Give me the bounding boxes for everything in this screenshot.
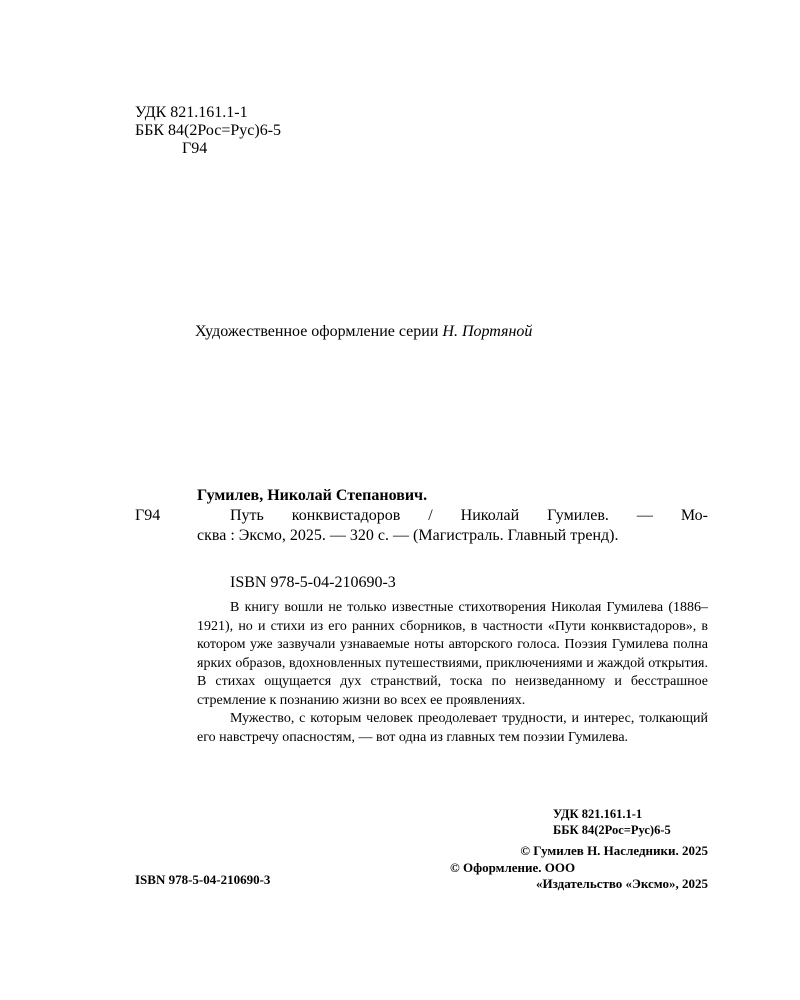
annotation-paragraph-1: В книгу вошли не только известные стихотворения Николая Гумилева (1886–1921), но и стихи из его ранних сборников, в частности «Пути конквистадоров», в котором уже зазвучали узнаваемые ноты авторского голоса. Поэзия Гумилева полна ярких образов, вдохновленных путешествиями, приключениями и жаждой открытия. В стихах ощущается дух странствий, тоска по неизведанному и бесстрашное стремление к познанию жизни во всех ее проявлениях. — [197, 600, 708, 708]
card-entry-rest: сква : Эксмо, 2025. — 320 с. — (Магистраль. Главный тренд). — [197, 527, 619, 544]
card-author: Гумилев, Николай Степанович. — [197, 487, 428, 504]
udk-code: УДК 821.161.1-1 — [135, 104, 248, 121]
copyright-line-2: © Оформление. ООО — [450, 859, 576, 875]
classification-block — [135, 104, 281, 158]
card-classification — [553, 806, 671, 838]
author-sign: Г94 — [182, 140, 208, 157]
card-isbn: ISBN 978-5-04-210690-3 — [230, 574, 396, 591]
copyright-line-3: «Издательство «Эксмо», 2025 — [536, 876, 708, 891]
card-entry-line1: Путь конквистадоров / Николай Гумилев. — Мо- — [230, 507, 708, 524]
card-udk-code: УДК 821.161.1-1 — [553, 807, 643, 821]
designer-name: Н. Портяной — [442, 323, 533, 340]
copyright-block — [450, 843, 708, 893]
copyright-line-1: © Гумилев Н. Наследники. 2025 — [520, 843, 708, 858]
design-credit — [195, 322, 532, 342]
card-bbk-code: ББК 84(2Рос=Рус)6-5 — [553, 823, 671, 837]
bbk-code: ББК 84(2Рос=Рус)6-5 — [135, 122, 282, 139]
card-bibliographic-entry — [197, 506, 708, 546]
card-annotation — [197, 599, 708, 747]
annotation-paragraph-2: Мужество, с которым человек преодолевает трудности, и интерес, толкающий его навстречу опасностям, — вот одна из главных тем поэзии Гумилева. — [197, 711, 708, 745]
card-author-sign: Г94 — [135, 507, 161, 524]
bottom-isbn: ISBN 978-5-04-210690-3 — [135, 872, 271, 887]
design-credit-text: Художественное оформление серии — [195, 323, 443, 340]
